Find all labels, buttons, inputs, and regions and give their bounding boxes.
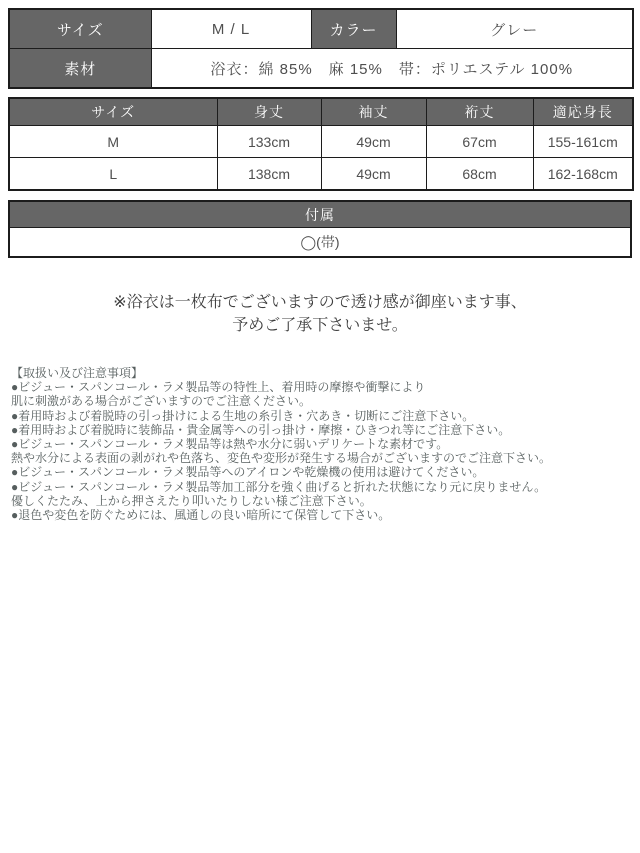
precaution-line: ●着用時および着脱時に装飾品・貴金属等への引っ掛け・摩擦・ひきつれ等にご注意下さい。	[11, 422, 511, 437]
spec-material-label: 素材	[9, 49, 151, 89]
spec-size-label: サイズ	[9, 9, 151, 49]
accessories-table	[8, 200, 632, 258]
accessories-header: 付属	[9, 201, 631, 228]
precaution-line: 優しくたたみ、上から押さえたり叩いたりしない様ご注意下さい。	[11, 493, 372, 508]
size-l-label: L	[9, 158, 217, 191]
size-m-label: M	[9, 126, 217, 158]
table-row	[9, 126, 633, 158]
precaution-line: 熱や水分による表面の剥がれや色落ち、変色や変形が発生する場合がございますのでご注意下さい。	[11, 451, 552, 466]
spec-color-value: グレー	[396, 9, 633, 49]
spec-material-value: 浴衣：綿 85% 麻 15% 帯：ポリエステル 100%	[151, 49, 633, 89]
size-m-body-length: 133cm	[217, 126, 321, 158]
size-l-body-length: 138cm	[217, 158, 321, 191]
spec-color-label: カラー	[311, 9, 396, 49]
measurements-header-sleeve-length: 袖丈	[321, 98, 426, 126]
handling-precautions	[8, 366, 632, 522]
precaution-line: ●ビジュー・スパンコール・ラメ製品等は熱や水分に弱いデリケートな素材です。	[11, 437, 449, 452]
spec-table	[8, 8, 634, 89]
precautions-title: 【取扱い及び注意事項】	[11, 366, 144, 380]
precaution-line: ●ビジュー・スパンコール・ラメ製品等加工部分を強く曲げると折れた状態になり元に戻りません。	[11, 479, 547, 494]
measurements-header-yuki-length: 裄丈	[426, 98, 533, 126]
spec-size-value: M / L	[151, 9, 311, 49]
spec-row-material	[9, 49, 633, 89]
notice-line-1: ※浴衣は一枚布でございますので透け感が御座います事、	[113, 294, 527, 311]
notice-line-2: 予めご了承下さいませ。	[232, 317, 408, 334]
size-l-fit-height: 162-168cm	[533, 158, 633, 191]
size-m-yuki-length: 67cm	[426, 126, 533, 158]
measurements-header-fit-height: 適応身長	[533, 98, 633, 126]
measurements-header-row	[9, 98, 633, 126]
precaution-line: ●退色や変色を防ぐためには、風通しの良い暗所にて保管して下さい。	[11, 508, 391, 523]
accessories-value-row	[9, 228, 631, 258]
size-m-sleeve-length: 49cm	[321, 126, 426, 158]
precaution-line: ●ビジュー・スパンコール・ラメ製品等へのアイロンや乾燥機の使用は避けてください。	[11, 465, 485, 480]
precaution-line: ●ビジュー・スパンコール・ラメ製品等の特性上、着用時の摩擦や衝撃により	[11, 380, 426, 395]
table-row	[9, 158, 633, 191]
accessories-header-row	[9, 201, 631, 228]
measurements-header-size: サイズ	[9, 98, 217, 126]
measurements-header-body-length: 身丈	[217, 98, 321, 126]
sheer-fabric-notice	[8, 291, 632, 337]
measurements-table	[8, 97, 634, 191]
precaution-line: ●着用時および着脱時の引っ掛けによる生地の糸引き・穴あき・切断にご注意下さい。	[11, 408, 475, 423]
size-m-fit-height: 155-161cm	[533, 126, 633, 158]
spec-row-size-color	[9, 9, 633, 49]
accessories-value: ◯(帯)	[9, 228, 631, 258]
size-l-sleeve-length: 49cm	[321, 158, 426, 191]
precaution-line: 肌に刺激がある場合がございますのでご注意ください。	[11, 394, 312, 409]
size-l-yuki-length: 68cm	[426, 158, 533, 191]
